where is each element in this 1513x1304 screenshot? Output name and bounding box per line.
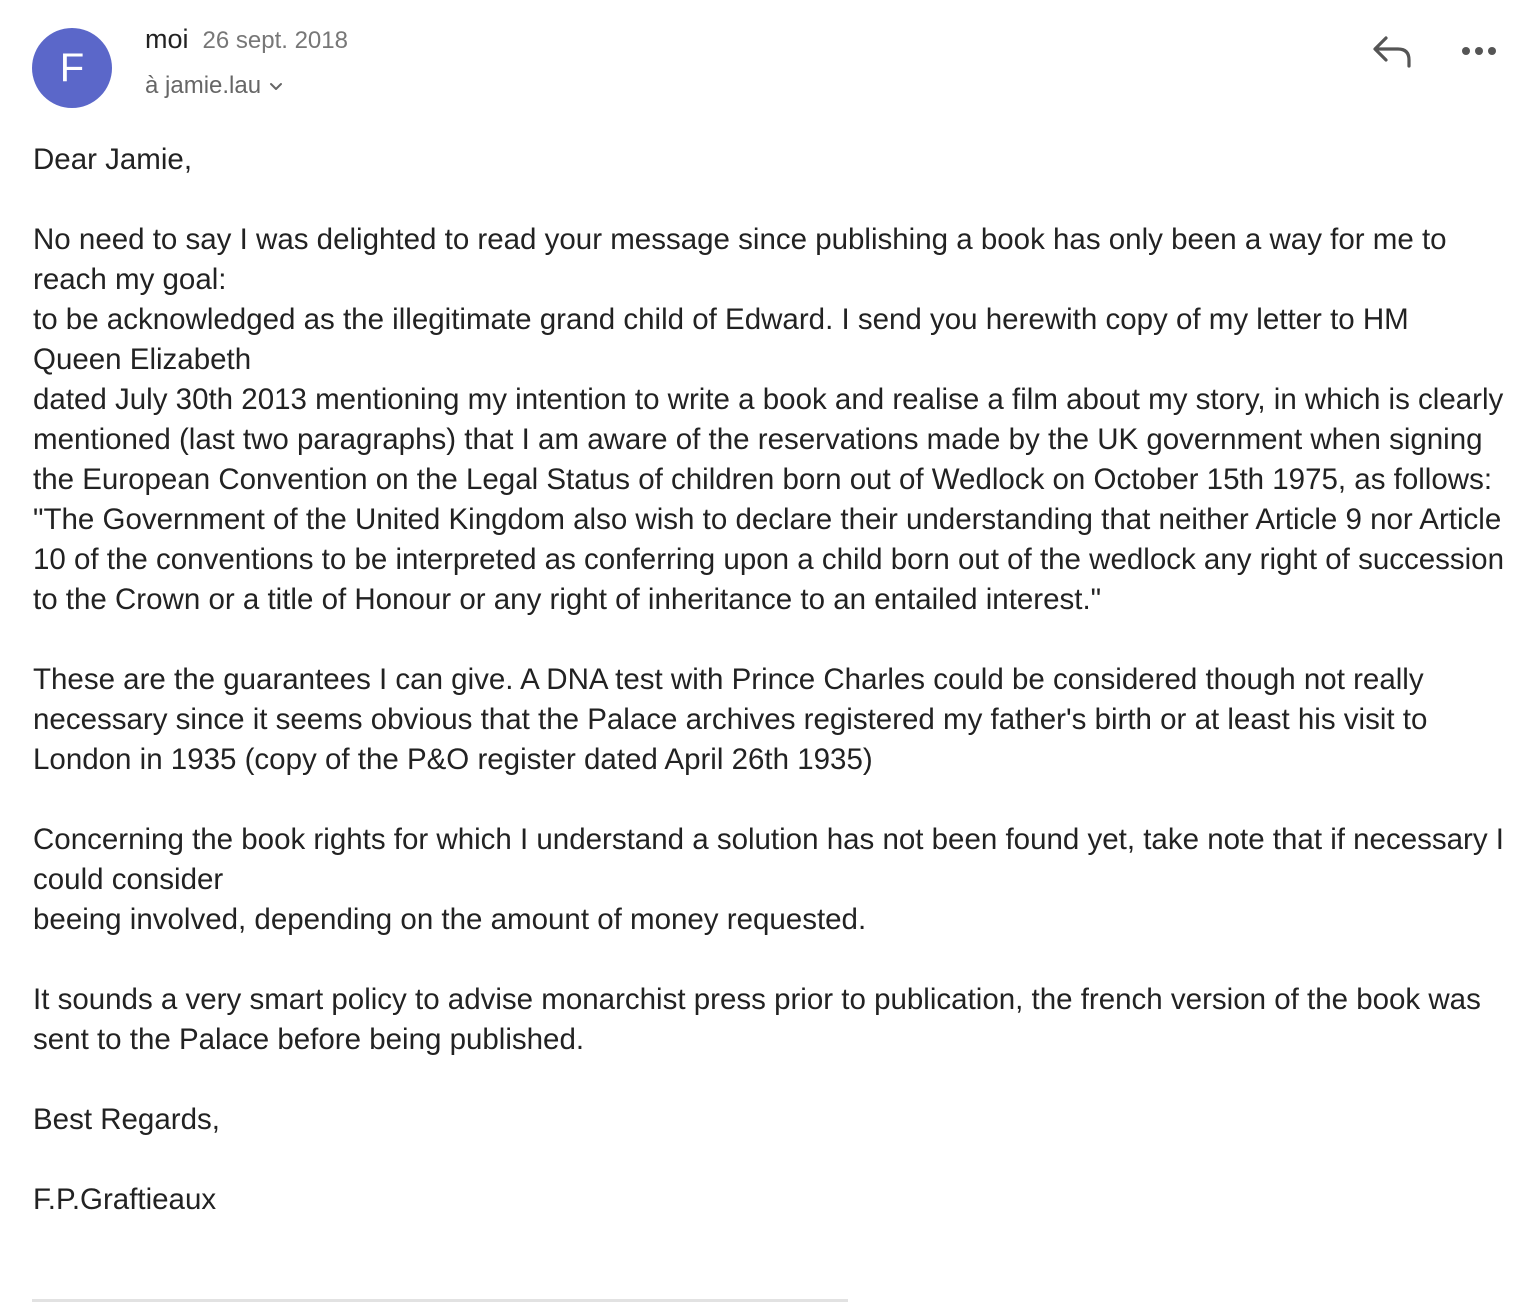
spacer: [33, 1140, 1505, 1180]
paragraph-line: No need to say I was delighted to read your message since publishing a book has only been a way for me to reach my goal:: [33, 223, 1447, 296]
spacer: [33, 940, 1505, 980]
recipient-label: à jamie.lau: [145, 72, 262, 99]
message-header: [0, 0, 1513, 120]
paragraph-line: dated July 30th 2013 mentioning my intention to write a book and realise a film about my story, in which is clearly mentioned (last two paragraphs) that I am aware of the reservations made by the UK government when signing the European Convention on the Legal Status of children born out of Wedlock on October 15th 1975, as follows:: [33, 383, 1504, 496]
chevron-down-icon: [269, 71, 283, 99]
spacer: [33, 620, 1505, 660]
sender-avatar[interactable]: F: [32, 28, 112, 108]
message-body: [33, 140, 1505, 1220]
divider: [32, 1299, 848, 1302]
reply-icon: [1368, 61, 1416, 78]
paragraph: These are the guarantees I can give. A DNA test with Prince Charles could be considered though not really necessary since it seems obvious that the Palace archives registered my father's birth or at least his visit to London in 1935 (copy of the P&O register dated April 26th 1935): [33, 663, 1428, 776]
signature: F.P.Graftieaux: [33, 1183, 217, 1216]
paragraph-line: to be acknowledged as the illegitimate grand child of Edward. I send you herewith copy of my letter to HM Queen Elizabeth: [33, 303, 1409, 376]
more-options-button[interactable]: [1458, 36, 1502, 66]
sender-line: [145, 24, 348, 55]
spacer: [33, 1060, 1505, 1100]
greeting: Dear Jamie,: [33, 143, 193, 176]
quoted-text: "The Government of the United Kingdom also wish to declare their understanding that neither Article 9 nor Article 10 of the conventions to be interpreted as conferring upon a child born out of the wedlock any right of succession to the Crown or a title of Honour or any right of inheritance to an entailed interest.": [33, 503, 1504, 616]
message-date: 26 sept. 2018: [202, 27, 348, 54]
paragraph-line: beeing involved, depending on the amount of money requested.: [33, 903, 867, 936]
paragraph-line: Concerning the book rights for which I understand a solution has not been found yet, take note that if necessary I could consider: [33, 823, 1504, 896]
recipient-toggle[interactable]: [145, 72, 283, 100]
sender-name[interactable]: moi: [145, 24, 189, 54]
more-horizontal-icon: [1458, 53, 1502, 70]
closing: Best Regards,: [33, 1103, 220, 1136]
paragraph: It sounds a very smart policy to advise monarchist press prior to publication, the french version of the book was sent to the Palace before being published.: [33, 983, 1481, 1056]
spacer: [33, 180, 1505, 220]
spacer: [33, 780, 1505, 820]
reply-button[interactable]: [1368, 30, 1416, 74]
